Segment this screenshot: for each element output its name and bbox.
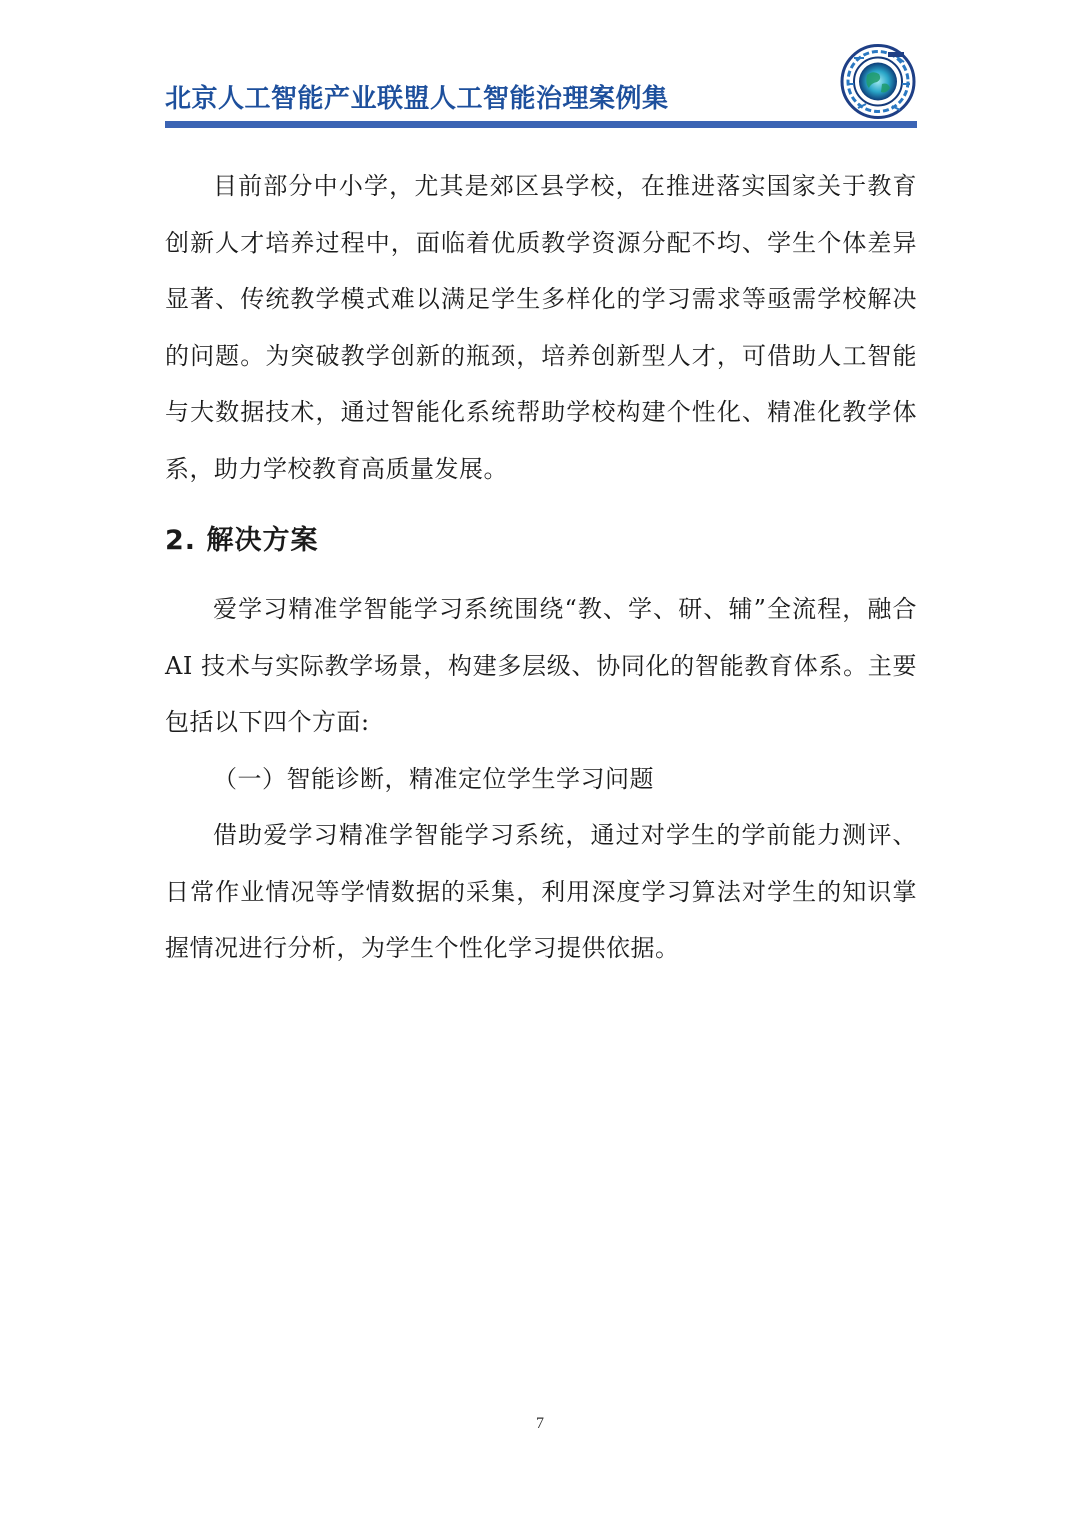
header-rule <box>165 121 917 128</box>
subheading-intelligent-diagnosis: （一）智能诊断，精准定位学生学习问题 <box>213 764 654 793</box>
page-number: 7 <box>536 1415 544 1432</box>
document-body <box>165 158 917 977</box>
globe-circuit-logo-icon <box>838 44 918 119</box>
paragraph-solution-intro: 爱学习精准学智能学习系统围绕“教、学、研、辅”全流程，融合 AI 技术与实际教学场景，构建多层级、协同化的智能教育体系。主要包括以下四个方面: <box>165 595 917 736</box>
header-title: 北京人工智能产业联盟人工智能治理案例集 <box>165 84 669 114</box>
paragraph-diagnosis-detail: 借助爱学习精准学智能学习系统，通过对学生的学前能力测评、日常作业情况等学情数据的采集，利用深度学习算法对学生的知识掌握情况进行分析，为学生个性化学习提供依据。 <box>165 821 917 962</box>
section-heading-solution: 2. 解决方案 <box>165 525 319 556</box>
paragraph-background: 目前部分中小学，尤其是郊区县学校，在推进落实国家关于教育创新人才培养过程中，面临着优质教学资源分配不均、学生个体差异显著、传统教学模式难以满足学生多样化的学习需求等亟需学校解决的问题。为突破教学创新的瓶颈，培养创新型人才，可借助人工智能与大数据技术，通过智能化系统帮助学校构建个性化、精准化教学体系，助力学校教育高质量发展。 <box>165 172 917 483</box>
